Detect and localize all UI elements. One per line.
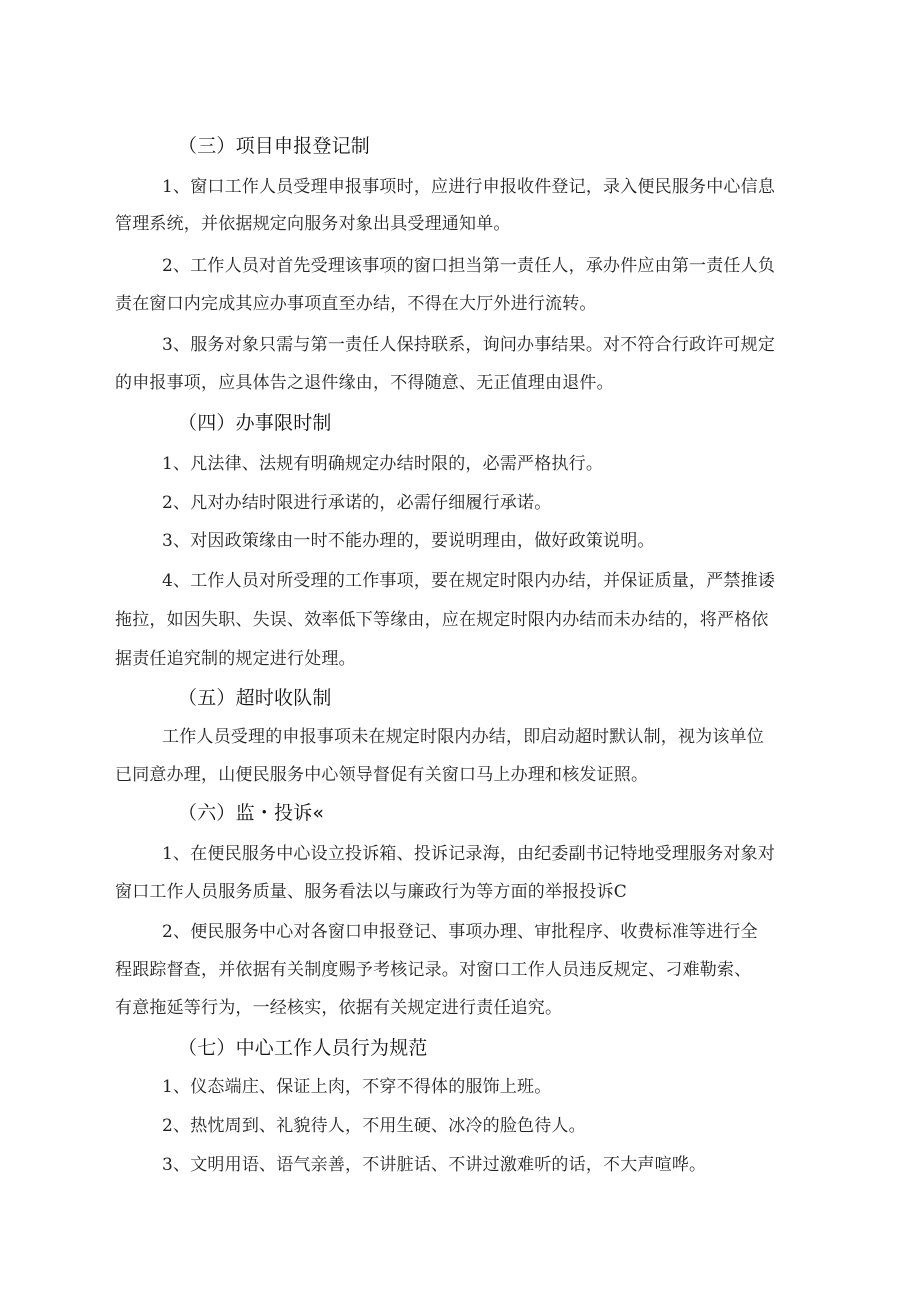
paragraph-line: 管理系统，并依据规定向服务对象出具受理通知单。	[115, 214, 511, 234]
paragraph-line: 1、在便民服务中心设立投诉箱、投诉记录海，由纪委副书记特地受理服务对象对	[162, 844, 776, 864]
paragraph-line: 的申报事项，应具体告之退件缘由，不得随意、无正值理由退件。	[115, 373, 614, 393]
section-heading-4: （四）办事限时制	[178, 412, 332, 434]
paragraph-line: 据责任追究制的规定进行处理。	[115, 649, 356, 669]
paragraph-line: 2、热忱周到、礼貌待人，不用生硬、冰冷的脸色待人。	[162, 1116, 586, 1136]
paragraph-line: 3、文明用语、语气亲善，不讲脏话、不讲过激难听的话，不大声喧哗。	[162, 1155, 707, 1175]
paragraph-line: 责在窗口内完成其应办事项直至办结，不得在大厅外进行流转。	[115, 294, 597, 314]
paragraph-line: 1、凡法律、法规有明确规定办结时限的，必需严格执行。	[162, 454, 604, 474]
paragraph-line: 2、凡对办结时限进行承诺的，必需仔细履行承诺。	[162, 493, 552, 513]
section-heading-5: （五）超时收队制	[178, 687, 332, 709]
paragraph-line: 1、窗口工作人员受理申报事项时，应进行申报收件登记，录入便民服务中心信息	[162, 177, 776, 197]
paragraph-line: 已同意办理，山便民服务中心领导督促有关窗口马上办理和核发证照。	[115, 765, 649, 785]
paragraph-line: 2、便民服务中心对各窗口申报登记、事项办理、审批程序、收费标准等进行全	[162, 922, 758, 942]
paragraph-line: 拖拉，如因失职、失误、效率低下等缘由，应在规定时限内办结而未办结的，将严格依	[115, 610, 769, 630]
section-heading-3: （三）项目申报登记制	[178, 135, 371, 157]
paragraph-line: 程跟踪督查，并依据有关制度赐予考核记录。对窗口工作人员违反规定、刁难勒索、	[115, 960, 752, 980]
paragraph-line: 3、对因政策缘由一时不能办理的，要说明理由，做好政策说明。	[162, 531, 655, 551]
paragraph-line: 有意拖延等行为，一经核实，依据有关规定进行责任追究。	[115, 998, 563, 1018]
paragraph-line: 2、工作人员对首先受理该事项的窗口担当第一责任人，承办件应由第一责任人负	[162, 256, 776, 276]
paragraph-line: 窗口工作人员服务质量、服务看法以与廉政行为等方面的举报投诉C	[115, 882, 628, 902]
section-heading-7: （七）中心工作人员行为规范	[178, 1037, 428, 1059]
paragraph-line: 1、仪态端庄、保证上肉，不穿不得体的服饰上班。	[162, 1077, 552, 1097]
paragraph-line: 工作人员受理的申报事项未在规定时限内办结，即启动超时默认制，视为该单位	[162, 727, 764, 747]
paragraph-line: 3、服务对象只需与第一责任人保持联系，询问办事结果。对不符合行政许可规定	[162, 335, 776, 355]
paragraph-line: 4、工作人员对所受理的工作事项，要在规定时限内办结，并保证质量，严禁推诿	[162, 571, 776, 591]
section-heading-6: （六）监・投诉«	[178, 802, 325, 824]
